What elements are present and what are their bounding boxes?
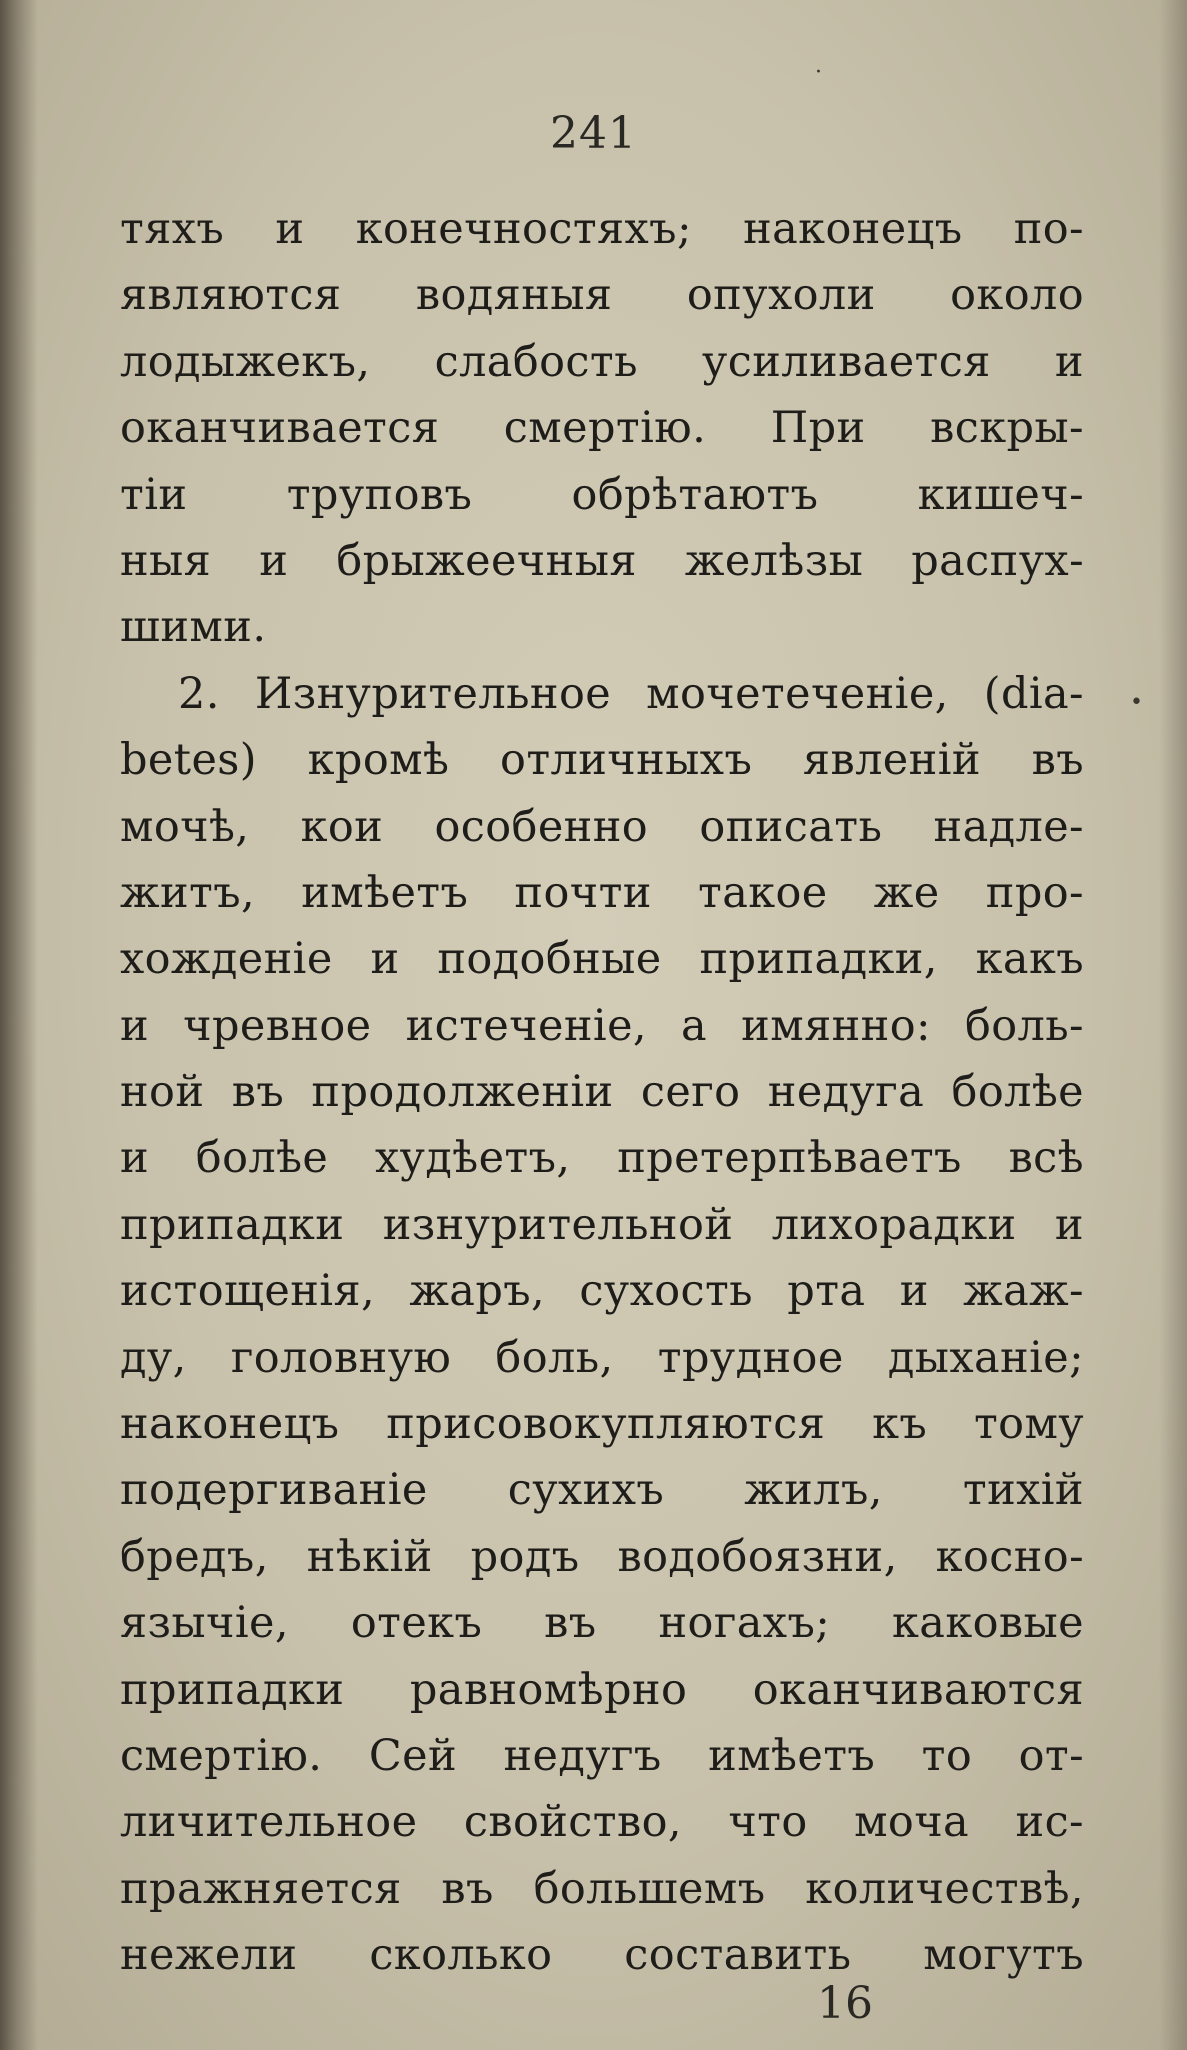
text-line: ныя и брыжеечныя желѣзы распух-: [120, 535, 1084, 586]
text-line: и чревное истеченіе, а имянно: боль-: [120, 1000, 1084, 1051]
text-line: хожденіе и подобные припадки, какъ: [120, 934, 1084, 985]
text-line: язычіе, отекъ въ ногахъ; каковые: [120, 1598, 1084, 1649]
binding-shadow: [0, 0, 38, 2050]
text-line: и болѣе худѣетъ, претерпѣваетъ всѣ: [120, 1133, 1084, 1184]
text-line: наконецъ присовокупляются къ тому: [120, 1399, 1084, 1450]
text-line: припадки изнурительной лихорадки и: [120, 1199, 1084, 1250]
text-line: шими.: [120, 602, 267, 653]
page-edge: [1159, 0, 1187, 2050]
ink-speck: ·: [815, 60, 822, 85]
text-line: нежели сколько составить могутъ: [120, 1930, 1084, 1981]
text-line: являются водяныя опухоли около: [120, 270, 1084, 321]
text-line: ной въ продолженіи сего недуга болѣе: [120, 1067, 1084, 1118]
text-line: тіи труповъ обрѣтаютъ кишеч-: [120, 469, 1084, 520]
text-line: истощенія, жаръ, сухость рта и жаж-: [120, 1266, 1084, 1317]
text-line: ду, головную боль, трудное дыханіе;: [120, 1332, 1084, 1383]
page-number: 241: [550, 108, 637, 159]
text-line: личительное свойство, что моча ис-: [120, 1797, 1084, 1848]
text-line: бредъ, нѣкій родъ водобоязни, косно-: [120, 1531, 1084, 1582]
text-line: пражняется въ большемъ количествѣ,: [120, 1863, 1084, 1914]
text-line: смертію. Сей недугъ имѣетъ то от-: [120, 1730, 1084, 1781]
text-line: betes) кромѣ отличныхъ явленій въ: [120, 735, 1084, 786]
body-text: [120, 196, 1084, 1989]
signature-mark: 16: [817, 1978, 873, 2029]
text-line: мочѣ, кои особенно описать надле-: [120, 801, 1084, 852]
text-line: подергиваніе сухихъ жилъ, тихій: [120, 1465, 1084, 1516]
text-line: лодыжекъ, слабость усиливается и: [120, 336, 1084, 387]
text-line: припадки равномѣрно оканчиваются: [120, 1664, 1084, 1715]
ink-speck: •: [1130, 690, 1143, 715]
text-line: оканчивается смертію. При вскры-: [120, 403, 1084, 454]
text-line: 2. Изнурительное мочетеченіе, (dia-: [178, 668, 1084, 719]
text-line: житъ, имѣетъ почти такое же про-: [120, 867, 1084, 918]
text-line: тяхъ и конечностяхъ; наконецъ по-: [120, 204, 1084, 254]
